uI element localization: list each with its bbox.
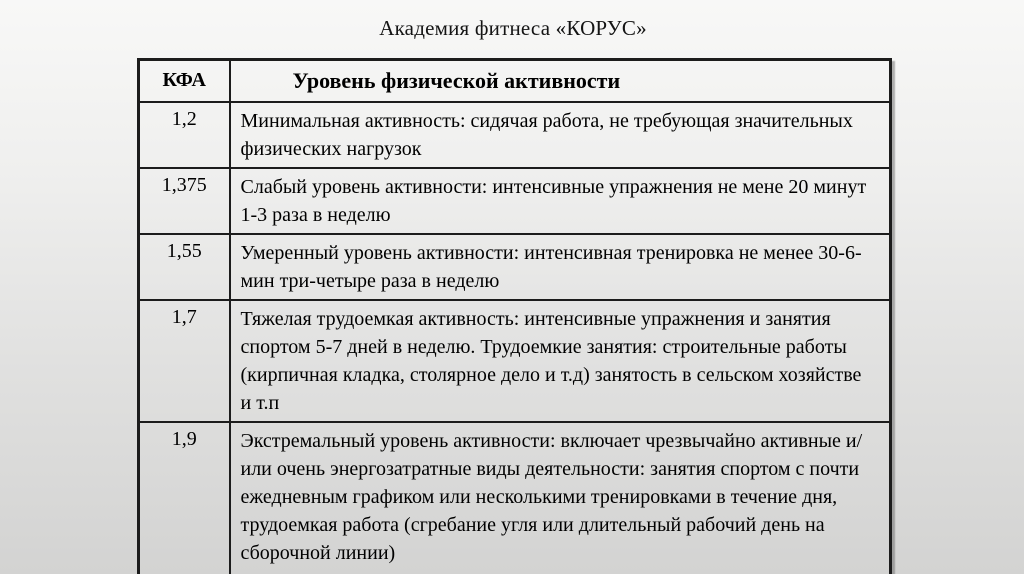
kfa-value: 1,55 xyxy=(139,234,230,300)
activity-description: Тяжелая трудоемкая активность: интенсивные упражнения и занятия спортом 5-7 дней в неделю. Трудоемкие занятия: строительные работы (кирпичная кладка, столярное дело и т.д) занятость в сельском хозяйстве и т.п xyxy=(230,300,891,422)
kfa-value: 1,2 xyxy=(139,102,230,168)
slide-title: Академия фитнеса «КОРУС» xyxy=(379,16,647,40)
table-header-row xyxy=(139,60,891,102)
kfa-value: 1,9 xyxy=(139,422,230,574)
activity-description: Экстремальный уровень активности: включает чрезвычайно активные и/или очень энергозатратные виды деятельности: занятия спортом с почти ежедневным графиком или несколькими тренировками в течение дня, трудоемкая работа (сгребание угля или длительный рабочий день на сборочной линии) xyxy=(230,422,891,574)
activity-description: Минимальная активность: сидячая работа, не требующая значительных физических нагрузок xyxy=(230,102,891,168)
activity-description: Слабый уровень активности: интенсивные упражнения не мене 20 минут 1-3 раза в неделю xyxy=(230,168,891,234)
activity-level-column-header: Уровень физической активности xyxy=(230,60,891,102)
table-row xyxy=(139,168,891,234)
table-row xyxy=(139,102,891,168)
kfa-column-header: КФА xyxy=(139,60,230,102)
table-row xyxy=(139,300,891,422)
activity-table xyxy=(137,58,892,574)
activity-description: Умеренный уровень активности: интенсивная тренировка не менее 30-6-мин три-четыре раза в неделю xyxy=(230,234,891,300)
kfa-value: 1,375 xyxy=(139,168,230,234)
kfa-value: 1,7 xyxy=(139,300,230,422)
table-row xyxy=(139,234,891,300)
table-row xyxy=(139,422,891,574)
